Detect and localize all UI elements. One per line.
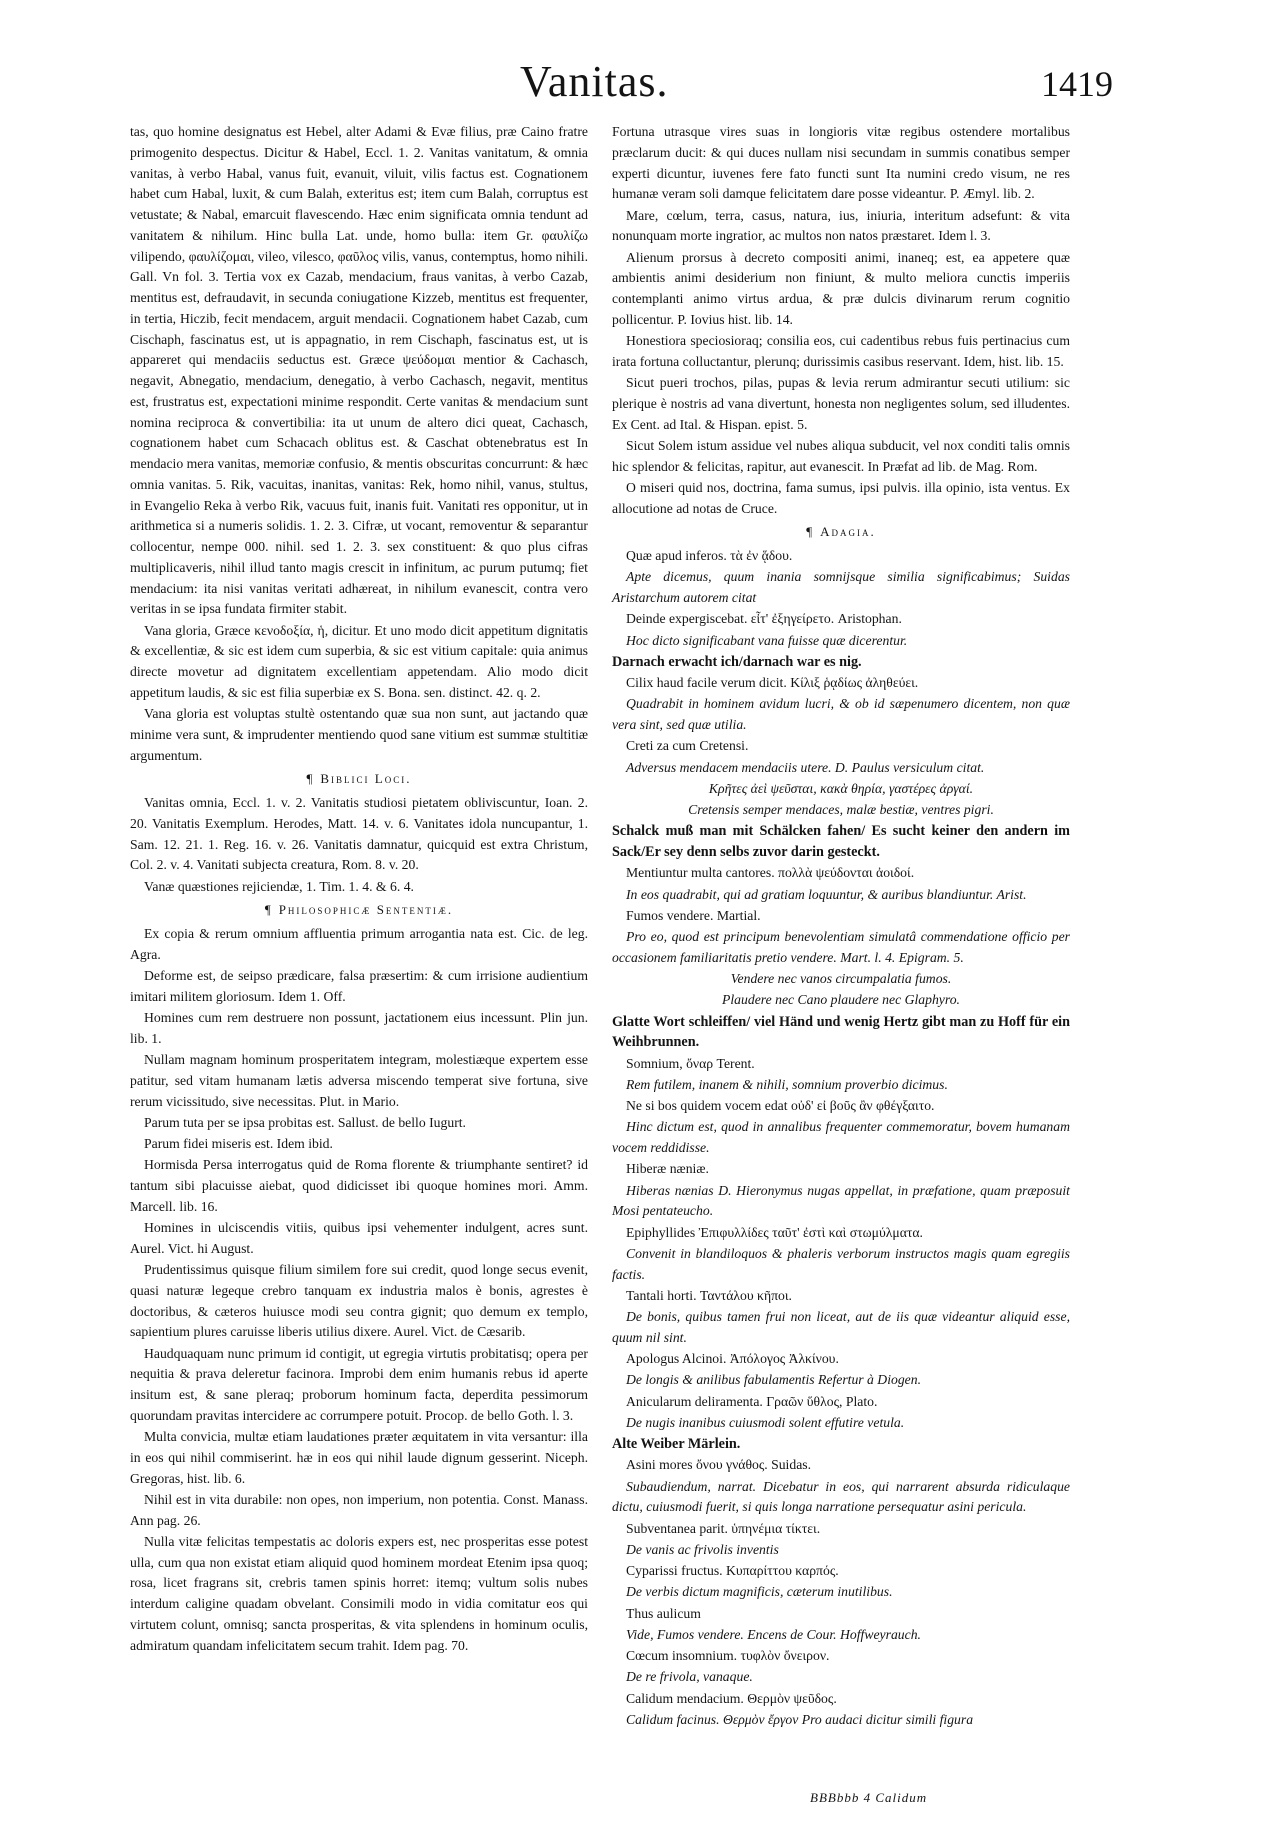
paragraph: Epiphyllides Ἐπιφυλλίδες ταῦτ' ἐστὶ καὶ στωμύλματα. bbox=[626, 1224, 923, 1240]
paragraph: Hoc dicto significabant vana fuisse quæ dicerentur. bbox=[626, 632, 908, 648]
paragraph: Apologus Alcinoi. Ἀπόλογος Ἀλκίνου. bbox=[626, 1351, 839, 1366]
paragraph: Cyparissi fructus. Κυπαρίττου καρπός. bbox=[626, 1563, 839, 1578]
paragraph: Pro eo, quod est principum benevolentiam simulatâ commendatione officio per occasionem familiaritatis pretio vendere. Mart. l. 4. Epigram. 5. bbox=[612, 929, 1070, 965]
paragraph: Alte Weiber Märlein. bbox=[612, 1436, 741, 1452]
paragraph: Fumos vendere. Martial. bbox=[626, 907, 761, 923]
paragraph: Creti za cum Cretensi. bbox=[626, 738, 749, 754]
page-number: 1419 bbox=[1041, 64, 1113, 104]
paragraph: Mare, cœlum, terra, casus, natura, ius, iniuria, interitum adsefunt: & vita nonunquam morte ingratior, ac multos non natos præstaret. Idem l. 3. bbox=[612, 207, 1070, 244]
paragraph: Subaudiendum, narrat. Dicebatur in eos, qui narrarent absurda ridiculaque dictu, cuiusmodi fuerit, si quis longa narratione persequatur asini pericula. bbox=[612, 1478, 1070, 1515]
paragraph: Apte dicemus, quum inania somnijsque similia significabimus; Suidas Aristarchum autorem citat bbox=[612, 569, 1070, 605]
paragraph: Deinde expergiscebat. εἶτ' ἐξηγείρετο. Aristophan. bbox=[626, 611, 902, 627]
paragraph: O miseri quid nos, doctrina, fama sumus, ipsi pulvis. illa opinio, ista ventus. Ex allocutione ad notas de Cruce. bbox=[612, 479, 1070, 516]
pilcrow-icon: ¶ bbox=[806, 524, 813, 540]
paragraph: Parum tuta per se ipsa probitas est. Sallust. de bello Iugurt. bbox=[144, 1114, 466, 1130]
left-text-column bbox=[130, 122, 588, 1657]
section-heading bbox=[130, 769, 588, 790]
paragraph: Quadrabit in hominem avidum lucri, & ob id sæpenumero dicentem, non quæ vera sint, sed quæ utilia. bbox=[612, 696, 1070, 732]
paragraph: Ne si bos quidem vocem edat οὐδ' εἰ βοῦς ἂν φθέγξαιτο. bbox=[626, 1098, 935, 1113]
paragraph: Adversus mendacem mendaciis utere. D. Paulus versiculum citat. bbox=[626, 759, 985, 775]
paragraph: Convenit in blandiloquos & phaleris verborum instructos magis quam egregiis factis. bbox=[612, 1245, 1070, 1282]
pilcrow-icon: ¶ bbox=[264, 902, 271, 918]
pilcrow-icon: ¶ bbox=[306, 771, 313, 787]
paragraph: Plaudere nec Cano plaudere nec Glaphyro. bbox=[722, 992, 960, 1008]
paragraph: Vana gloria est voluptas stultè ostentando quæ sua non sunt, aut jactando quæ minime vera sunt, & imprudenter mentiendo quod sane vitium est summæ stultitiæ argumentum. bbox=[130, 706, 588, 763]
paragraph: Hormisda Persa interrogatus quid de Roma florente & triumphante sentiret? id tantum sibi placuisse aiebat, quod didicisset ibi quoque homines mori. Amm. Marcell. lib. 16. bbox=[130, 1157, 588, 1214]
running-head-title: Vanitas. bbox=[520, 57, 669, 106]
paragraph: Nihil est in vita durabile: non opes, non imperium, non potentia. Const. Manass. Ann pag. 26. bbox=[130, 1491, 588, 1528]
paragraph: Subventanea parit. ὑπηνέμια τίκτει. bbox=[626, 1520, 821, 1536]
paragraph: Nullam magnam hominum prosperitatem integram, molestiæque expertem esse patitur, sed vitam humanam lætis adversa miscendo temperat sive fortuna, sive rerum vicissitudo, sive necessitas. Plut. in Mario. bbox=[130, 1052, 588, 1109]
section-heading bbox=[612, 522, 1070, 543]
paragraph: De nugis inanibus cuiusmodi solent effutire vetula. bbox=[626, 1414, 905, 1430]
paragraph: Honestiora speciosioraq; consilia eos, cui cadentibus rebus fuis pertinacius cum irata fortuna colluctantur, plerunq; durissimis casibus reservant. Idem, hist. lib. 15. bbox=[612, 333, 1070, 369]
paragraph: Deforme est, de seipso prædicare, falsa præsertim: & cum irrisione audientium imitari militem gloriosum. Idem 1. Off. bbox=[130, 968, 588, 1004]
section-heading bbox=[130, 900, 588, 921]
paragraph: Alienum prorsus à decreto compositi animi, inaneq; est, ea appetere quæ ambientis animi desiderium non finiunt, & multo meliora cunctis imperiis contemplanti animo virtus ardua, & præ dulcis divinarum rerum cognitio pollicentur. P. Iovius hist. lib. 14. bbox=[612, 249, 1070, 327]
paragraph: Multa convicia, multæ etiam laudationes præter æquitatem in vita versantur: illa in eos qui nihil commiserint. hæ in eos qui nihil laude dignum gesserint. Niceph. Gregoras, hist. lib. 6. bbox=[130, 1429, 588, 1486]
paragraph: De vanis ac frivolis inventis bbox=[626, 1541, 779, 1557]
paragraph: Rem futilem, inanem & nihili, somnium proverbio dicimus. bbox=[626, 1076, 948, 1092]
paragraph: Vide, Fumos vendere. Encens de Cour. Hoffweyrauch. bbox=[626, 1626, 921, 1642]
section-heading-text: Biblici Loci. bbox=[320, 771, 412, 787]
paragraph: Vanitas omnia, Eccl. 1. v. 2. Vanitatis studiosi pietatem obliviscuntur, Ioan. 2. 20. Vanitatis Exemplum. Herodes, Matt. 14. v. 6. Vanitates idola nuncupantur, 1. Sam. 12. 21. 1. Reg. 16. v. 26. Vanitatis damnatur, quicquid est extra Christum, Col. 2. v. 4. Vanitati subjecta creatura, Rom. 8. v. 20. bbox=[130, 795, 588, 873]
paragraph: Cretensis semper mendaces, malæ bestiæ, ventres pigri. bbox=[688, 802, 994, 817]
paragraph: Quæ apud inferos. τὰ ἐν ᾅδου. bbox=[626, 548, 793, 563]
paragraph: Haudquaquam nunc primum id contigit, ut egregia virtutis probitatisq; opera per nequitia & prava deleretur facinora. Improbi dem enim humanis rebus id aperte insitum est, & sane pleraq; proborum hominum facta, deperdita pessimorum quorundam pravitas intercidere ac corrumpere potuit. Procop. de bello Goth. l. 3. bbox=[130, 1345, 588, 1423]
section-heading-text: Philosophicæ Sententiæ. bbox=[278, 902, 454, 918]
paragraph: Hiberas nænias D. Hieronymus nugas appellat, in præfatione, quam præposuit Mosi pentateucho. bbox=[612, 1182, 1070, 1219]
paragraph: Vana gloria, Græce κενοδοξία, ἡ, dicitur. Et uno modo dicit appetitum dignitatis & excellentiæ, & sic est idem cum superbia, & sic est vitium capitale: quia animus directe movetur ad dignitatem excellentiam appetendam. Alio modo dicit appetitum laudis, & sic est filia superbiæ ex S. Bona. sen. distinct. 42. q. 2. bbox=[130, 622, 588, 700]
paragraph: Vanæ quæstiones rejiciendæ, 1. Tim. 1. 4. & 6. 4. bbox=[144, 878, 414, 894]
paragraph: Mentiuntur multa cantores. πολλὰ ψεύδονται ἀοιδοί. bbox=[626, 865, 915, 881]
paragraph: Homines cum rem destruere non possunt, jactationem eius incessunt. Plin jun. lib. 1. bbox=[130, 1010, 588, 1046]
paragraph: Ex copia & rerum omnium affluentia primum arrogantia nata est. Cic. de leg. Agra. bbox=[130, 926, 588, 962]
paragraph: Vendere nec vanos circumpalatia fumos. bbox=[730, 971, 952, 986]
section-heading-text: Adagia. bbox=[820, 524, 876, 540]
paragraph: Calidum facinus. Θερμὸν ἔργον Pro audaci dicitur simili figura bbox=[626, 1711, 974, 1727]
paragraph: Schalck muß man mit Schälcken fahen/ Es sucht keiner den andern im Sack/Er sey denn selbs zuvor darin gesteckt. bbox=[612, 823, 1070, 860]
paragraph: Asini mores ὄνου γνάθος. Suidas. bbox=[626, 1457, 812, 1473]
paragraph: Glatte Wort schleiffen/ viel Händ und wenig Hertz gibt man zu Hoff für ein Weihbrunnen. bbox=[612, 1013, 1070, 1051]
paragraph: Somnium, ὄναρ Terent. bbox=[626, 1055, 755, 1071]
paragraph: Nulla vitæ felicitas tempestatis ac doloris expers est, nec prosperitas esse potest ulla, cum qua non existat etiam aliquid quod hominem mordeat Etenim ipsa quoq; rosa, licet fragrans sit, crebris tamen spinis horret: itemq; vultum solis nubes interdum caligine quadam obvelant. Consimili modo in vidia comitatur eos qui virtutem colunt, omnisq; sancta prosperitas, & vita splendens in hominum oculis, admiratum quandam infelicitatem secum trahit. Idem pag. 70. bbox=[130, 1533, 588, 1653]
paragraph: Hinc dictum est, quod in annalibus frequenter commemoratur, bovem humanam vocem reddidisse. bbox=[612, 1119, 1070, 1155]
paragraph: Fortuna utrasque vires suas in longioris vitæ regibus ostendere mortalibus præclarum ducit: & qui duces nullam nisi secundam in summis conatibus semper experti dicuntur, iuvenes fere fato functi sunt Ita numini credo visum, ne res humanæ veram soli damque felicitatem dare posse videantur. P. Æmyl. lib. 2. bbox=[612, 124, 1070, 202]
paragraph: Hiberæ næniæ. bbox=[626, 1161, 709, 1177]
paragraph: Κρῆτες ἀεὶ ψεῦσται, κακὰ θηρία, γαστέρες ἀργαί. bbox=[708, 780, 974, 796]
paragraph: Cœcum insomnium. τυφλὸν ὄνειρον. bbox=[626, 1648, 830, 1663]
paragraph: Darnach erwacht ich/darnach war es nig. bbox=[612, 653, 862, 670]
paragraph: Calidum mendacium. Θερμὸν ψεῦδος. bbox=[626, 1690, 837, 1706]
paragraph: Cilix haud facile verum dicit. Κίλιξ ῥᾳδίως ἀληθεύει. bbox=[626, 675, 919, 690]
paragraph: In eos quadrabit, qui ad gratiam loquuntur, & auribus blandiuntur. Arist. bbox=[626, 886, 1027, 902]
paragraph: Sicut Solem istum assidue vel nubes aliqua subducit, vel nox conditi talis omnis hic splendor & felicitas, rapitur, aut evanescit. In Præfat ad lib. de Mag. Rom. bbox=[612, 437, 1070, 474]
paragraph: De longis & anilibus fabulamentis Refertur à Diogen. bbox=[626, 1372, 922, 1388]
paragraph: Tantali horti. Ταντάλου κῆποι. bbox=[626, 1287, 792, 1303]
paragraph: De bonis, quibus tamen frui non liceat, aut de iis quæ videantur aliquid esse, quum nil sint. bbox=[612, 1309, 1070, 1345]
paragraph: Prudentissimus quisque filium similem fore sui credit, quod longe secus evenit, quasi naturæ legeque crebro tanquam ex industria malos è bonis, agrestes è doctoribus, & cæteros huiusce modi seu contra gignit; quo demum ex templo, sapientium plures caruisse liberis utilius dixere. Aurel. Vict. de Cæsarib. bbox=[130, 1262, 588, 1340]
paragraph: tas, quo homine designatus est Hebel, alter Adami & Evæ filius, præ Caino fratre primogenito despectus. Dicitur & Habel, Eccl. 1. 2. Vanitas vanitatum, & omnia vanitas, à verbo Habal, vanus fuit, evanuit, viluit, vilis factus est. Cognationem habet cum Habal, luxit, & cum Balah, exteritus est; item cum Balah, corruptus est vetustate; & Nabal, emarcuit flavescendo. Hæc enim significata omnia tendunt ad vanitatem & nihilum. Hinc bulla Lat. unde, homo bulla: item Gr. φαυλίζω vilipendo, φαυλίζομαι, vileo, vilesco, φαῦλος vilis, vanus, contemptus, homo nihili. Gall. Vn fol. 3. Tertia vox ex Cazab, mendacium, fraus vanitas, à verbo Cazab, mentitus est, defraudavit, in secunda coniugatione Kizzeb, mentitus est frequenter, in tertia, Hiczib, fecit mendacem, arguit mendacii. Cognationem habet Cazab, cum Cischaph, fascinatus est, ut is appagnatio, in rem Cischaph, fascinatus est, ut is appareret qui mendaciis seductus est. Græce ψεύδομαι mentior & Cachasch, negavit, Abnegatio, mendacium, denegatio, à verbo Cachasch, negavit, mentitus est, frustratus est, expectationi minime respondit. Certe vanitas & mendacium sunt nomina reciproca & convertibilia: ita ut unum de altero dici queat, Cachasch, cognationem habet cum Schacach oblitus est. & Caschat obtenebratus est In mendacio mera vanitas, memoriæ confusio, & mentis obscuritas concurrunt: & hæc omnia vanitas. 5. Rik, vacuitas, inanitas, vanitas: Rek, homo nihil, vanus, stultus, in Evangelio Reka à verbo Rik, vacuus fuit, inanis fuit. Vanitati res opponitur, ut in arithmetica si a numeris solidis. 1. 2. 3. Cifræ, ut vocant, removentur & separantur collocentur, nempe 000. nihil. sed 1. 2. 3. sex constituent: & quo plus cifras multiplicaveris, nihil illud tanto magis crescit in infinitum, ac purum putumq; fiet mendacium: ita nisi vanitas veritati adhæreat, in nihilum evanescit, contra vero veritas in se ipsa fundata firmiter stabit. bbox=[130, 124, 588, 617]
paragraph: Parum fidei miseris est. Idem ibid. bbox=[144, 1136, 333, 1151]
paragraph: Sicut pueri trochos, pilas, pupas & levia rerum admirantur secuti utilium: sic plerique è nostris ad vana divertunt, honesta non negligentes solum, sed illudentes. Ex Cent. ad Ital. & Hispan. epist. 5. bbox=[612, 375, 1070, 432]
paragraph: Anicularum deliramenta. Γραῶν ὕθλος, Plato. bbox=[626, 1393, 878, 1409]
paragraph: De verbis dictum magnificis, cæterum inutilibus. bbox=[626, 1584, 893, 1600]
right-text-column bbox=[612, 122, 1070, 1731]
paragraph: Thus aulicum bbox=[626, 1605, 701, 1621]
signature-mark: BBBbbb 4 Calidum bbox=[810, 1790, 928, 1805]
paragraph: Homines in ulciscendis vitiis, quibus ipsi vehementer indulgent, acres sunt. Aurel. Vict. hi August. bbox=[130, 1220, 588, 1256]
paragraph: De re frivola, vanaque. bbox=[626, 1669, 753, 1685]
